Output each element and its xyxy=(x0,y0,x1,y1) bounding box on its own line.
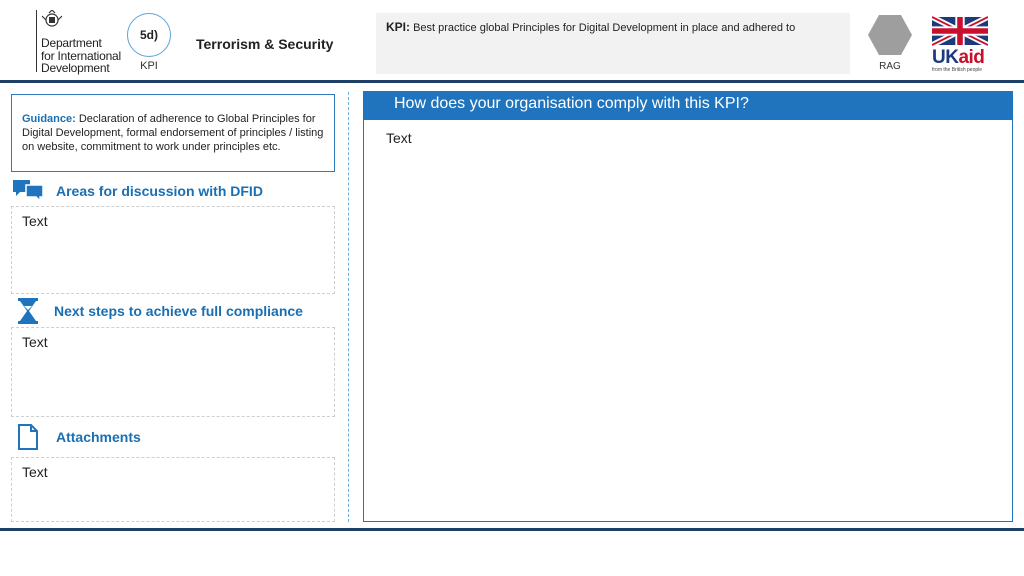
kpi-label: KPI xyxy=(140,60,158,72)
compliance-question: How does your organisation comply with this KPI? xyxy=(364,92,1012,120)
page-title: Terrorism & Security xyxy=(196,36,334,52)
speech-bubbles-icon xyxy=(12,177,44,205)
rag-status-hexagon-icon[interactable] xyxy=(868,14,912,56)
dfid-logo-line-1: Department xyxy=(41,36,102,50)
footer-divider xyxy=(0,528,1024,531)
rag-label: RAG xyxy=(879,61,901,72)
discussion-section-header xyxy=(12,177,263,205)
guidance-box xyxy=(11,94,335,172)
attachments-title: Attachments xyxy=(56,429,141,445)
ukaid-logo xyxy=(932,15,990,75)
discussion-text-box[interactable]: Text xyxy=(11,206,335,294)
ukaid-aid: aid xyxy=(958,47,985,68)
kpi-prefix: KPI: xyxy=(386,20,410,34)
dfid-logo xyxy=(36,10,126,75)
next-steps-text-box[interactable]: Text xyxy=(11,327,335,417)
kpi-description-box xyxy=(376,13,850,74)
column-divider xyxy=(348,92,349,522)
next-steps-section-header xyxy=(12,297,303,325)
next-steps-title: Next steps to achieve full compliance xyxy=(54,303,303,319)
attachments-section-header xyxy=(12,423,141,451)
discussion-title: Areas for discussion with DFID xyxy=(56,183,263,199)
guidance-prefix: Guidance: xyxy=(22,113,76,125)
union-flag-icon xyxy=(932,15,988,47)
guidance-text: Declaration of adherence to Global Principles for Digital Development, formal endorsement of principles / listing on website, commitment to work under principles etc. xyxy=(22,113,324,153)
kpi-number-badge: 5d) xyxy=(127,13,171,57)
compliance-text-box[interactable]: Text xyxy=(386,130,412,146)
header-divider xyxy=(0,80,1024,83)
kpi-description: Best practice global Principles for Digital Development in place and adhered to xyxy=(413,22,796,34)
ukaid-tagline: from the British people xyxy=(932,67,983,73)
hourglass-icon xyxy=(12,297,44,325)
compliance-panel xyxy=(363,91,1013,522)
attachments-text-box[interactable]: Text xyxy=(11,457,335,522)
royal-crest-icon xyxy=(41,10,63,30)
dfid-logo-line-3: Development xyxy=(41,61,110,75)
dfid-logo-line-2: for International xyxy=(41,48,121,63)
ukaid-uk: UK xyxy=(932,47,959,68)
document-icon xyxy=(12,423,44,451)
